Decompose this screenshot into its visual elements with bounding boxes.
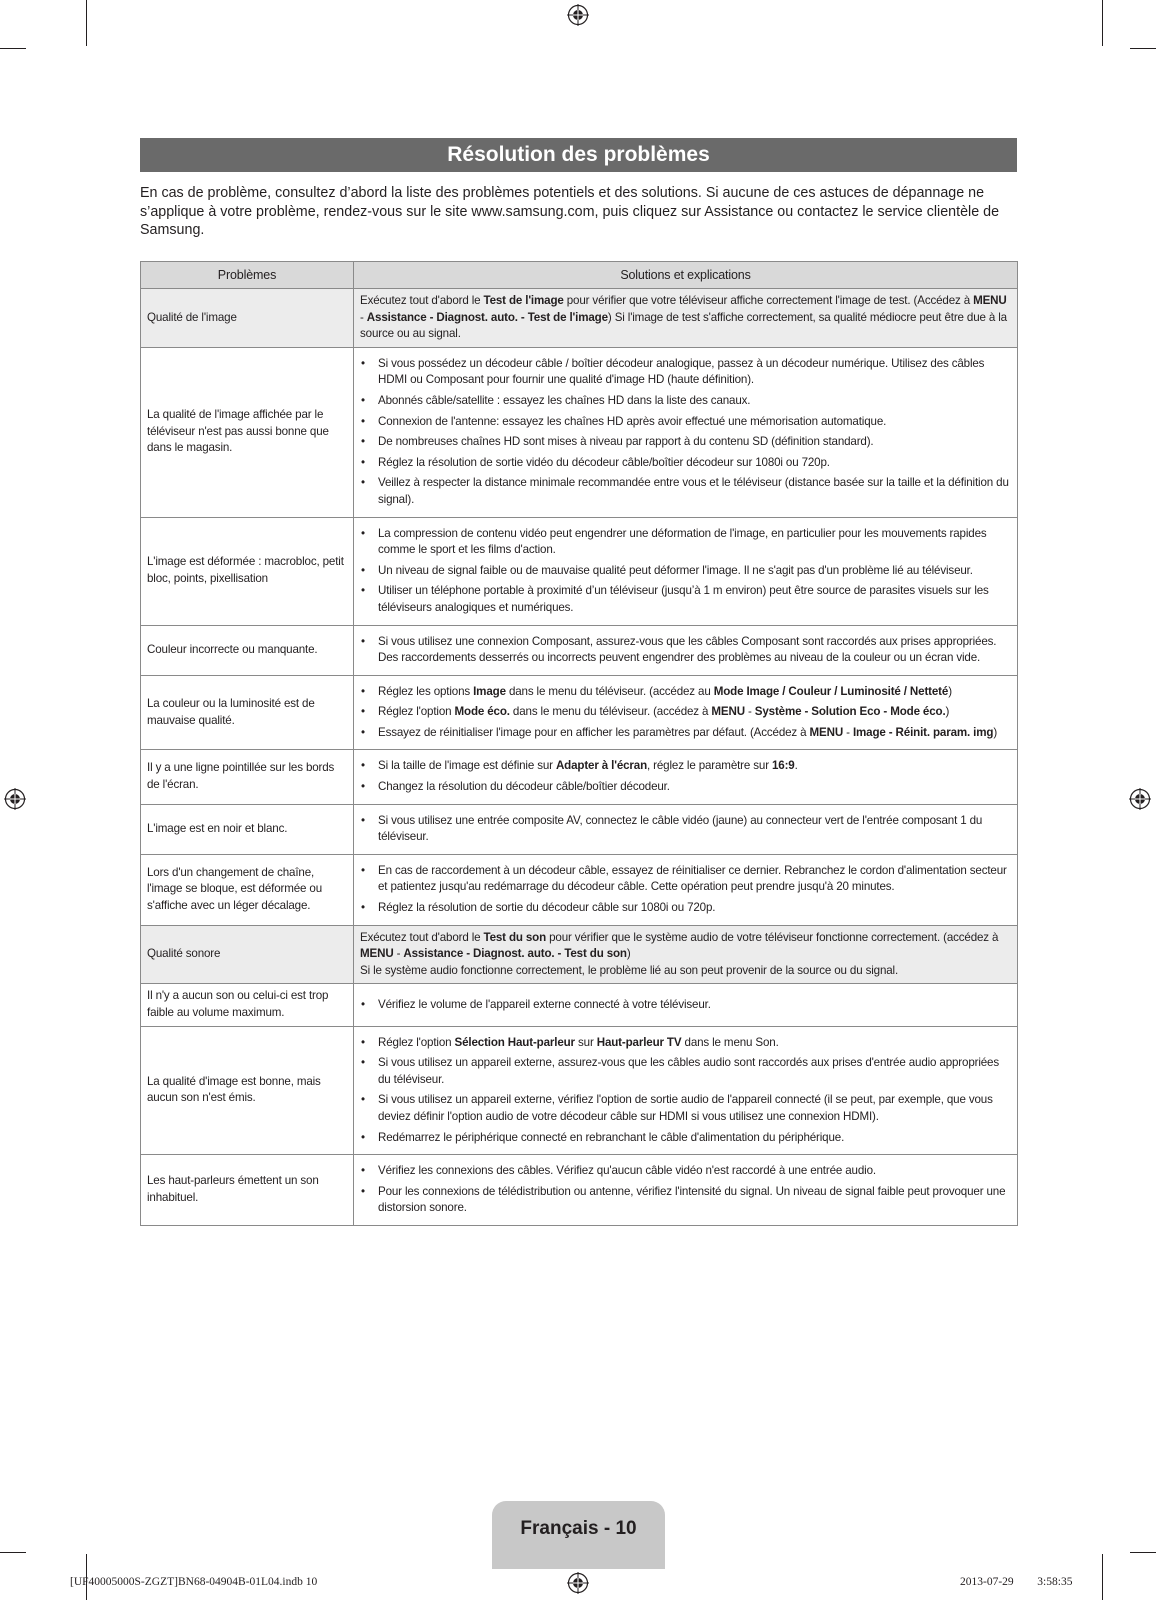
registration-mark-icon bbox=[567, 4, 589, 26]
solution-cell bbox=[354, 517, 1018, 625]
text-run: - bbox=[744, 705, 755, 719]
problem-cell: L'image est déformée : macrobloc, petit bloc, points, pixellisation bbox=[141, 517, 354, 625]
problem-cell: L'image est en noir et blanc. bbox=[141, 804, 354, 854]
solution-cell bbox=[354, 1155, 1018, 1226]
table-row bbox=[141, 750, 1018, 804]
bold-term: Test du son bbox=[483, 930, 547, 944]
list-item bbox=[360, 434, 1011, 451]
problem-cell: Couleur incorrecte ou manquante. bbox=[141, 625, 354, 675]
text-run: Essayez de réinitialiser l'image pour en afficher les paramètres par défaut. (Accédez à bbox=[378, 725, 810, 739]
list-item bbox=[360, 356, 1011, 389]
text-run: Pour les connexions de télédistribution ou antenne, vérifiez l'intensité du signal. Un niveau de signal faible peut provoquer une distorsion sonore. bbox=[378, 1184, 1006, 1215]
text-run: , réglez le paramètre sur bbox=[647, 759, 772, 773]
problem-cell: Les haut-parleurs émettent un son inhabituel. bbox=[141, 1155, 354, 1226]
bold-term: 16:9 bbox=[772, 759, 795, 773]
bold-term: MENU bbox=[711, 705, 745, 719]
list-item bbox=[360, 725, 1011, 742]
list-item bbox=[360, 704, 1011, 721]
text-run: - bbox=[360, 310, 367, 324]
bold-term: Système - Solution Eco - Mode éco. bbox=[754, 705, 946, 719]
table-row bbox=[141, 854, 1018, 925]
list-item bbox=[360, 1130, 1011, 1147]
table-row bbox=[141, 1026, 1018, 1155]
text-run: dans le menu du téléviseur. (accédez à bbox=[509, 705, 712, 719]
list-item bbox=[360, 863, 1011, 896]
list-item bbox=[360, 1055, 1011, 1088]
bold-term: Haut-parleur TV bbox=[596, 1035, 682, 1049]
text-run: Un niveau de signal faible ou de mauvaise qualité peut déformer l'image. Il ne s'agit pas d'un problème lié au téléviseur. bbox=[378, 563, 973, 577]
list-item bbox=[360, 900, 1011, 917]
text-run: Réglez l'option bbox=[378, 705, 455, 719]
header-problems: Problèmes bbox=[141, 262, 354, 289]
bold-term: Mode Image / Couleur / Luminosité / Netteté bbox=[713, 684, 949, 698]
table-row bbox=[141, 984, 1018, 1026]
text-run: La compression de contenu vidéo peut engendrer une déformation de l'image, en particulier pour les mouvements rapides comme le sport et les films d'action. bbox=[378, 526, 987, 557]
solution-cell bbox=[354, 625, 1018, 675]
text-run: Vérifiez les connexions des câbles. Vérifiez qu'aucun câble vidéo n'est raccordé à une entrée audio. bbox=[378, 1164, 876, 1178]
solution-list bbox=[360, 684, 1011, 742]
bold-term: Image - Réinit. param. img bbox=[852, 725, 994, 739]
text-run: Si vous possédez un décodeur câble / boîtier décodeur analogique, passez à un décodeur numérique. Utilisez des câbles HDMI ou Composant pour fournir une qualité d'image HD (haute définition). bbox=[378, 356, 985, 387]
text-run: Réglez la résolution de sortie vidéo du décodeur câble/boîtier décodeur sur 1080i ou 720p. bbox=[378, 455, 830, 469]
bold-term: MENU bbox=[973, 294, 1007, 307]
crop-mark bbox=[86, 0, 87, 46]
list-item bbox=[360, 634, 1011, 667]
text-run: - bbox=[393, 947, 404, 961]
text-run: . bbox=[794, 759, 798, 773]
text-run: Redémarrez le périphérique connecté en rebranchant le câble d'alimentation du périphérique. bbox=[378, 1130, 845, 1144]
table-row bbox=[141, 675, 1018, 750]
problem-cell: Qualité sonore bbox=[141, 925, 354, 984]
list-item bbox=[360, 414, 1011, 431]
solution-cell bbox=[354, 925, 1018, 984]
text-run: De nombreuses chaînes HD sont mises à niveau par rapport à du contenu SD (définition standard). bbox=[378, 435, 874, 449]
text-run: Si le système audio fonctionne correctement, le problème lié au son peut provenir de la source ou du signal. bbox=[360, 963, 899, 977]
text-run: Réglez l'option bbox=[378, 1035, 455, 1049]
solution-list bbox=[360, 758, 1011, 795]
crop-mark bbox=[1102, 0, 1103, 46]
bold-term: Assistance - Diagnost. auto. - Test du son bbox=[403, 947, 627, 961]
solution-list bbox=[360, 526, 1011, 617]
text-run: Si vous utilisez un appareil externe, assurez-vous que les câbles audio sont raccordés aux prises d'entrée audio appropriées du téléviseur. bbox=[378, 1056, 999, 1086]
table-row bbox=[141, 1155, 1018, 1226]
text-run: sur bbox=[574, 1035, 597, 1049]
bold-term: Adapter à l'écran bbox=[555, 759, 648, 773]
text-run: dans le menu Son. bbox=[681, 1035, 779, 1049]
list-item bbox=[360, 997, 1011, 1014]
text-run: Réglez les options bbox=[378, 684, 474, 698]
registration-mark-icon bbox=[4, 788, 26, 810]
table-row bbox=[141, 625, 1018, 675]
solution-paragraph bbox=[360, 963, 1011, 980]
text-run: Réglez la résolution de sortie du décodeur câble sur 1080i ou 720p. bbox=[378, 901, 716, 915]
bold-term: Image bbox=[473, 684, 506, 698]
registration-mark-icon bbox=[567, 1572, 589, 1594]
list-item bbox=[360, 1092, 1011, 1125]
solution-list bbox=[360, 813, 1011, 846]
text-run: - bbox=[843, 725, 853, 739]
crop-mark bbox=[1130, 1552, 1156, 1553]
list-item bbox=[360, 455, 1011, 472]
table-row bbox=[141, 517, 1018, 625]
text-run: Si vous utilisez un appareil externe, vérifiez l'option de sortie audio de l'appareil connecté (il se peut, par exemple, que vous deviez définir l'option audio de votre décodeur câble sur HDMI si vous utilisez une connexion HDMI). bbox=[378, 1093, 993, 1123]
header-solutions: Solutions et explications bbox=[354, 262, 1018, 289]
troubleshooting-table bbox=[140, 261, 1018, 1226]
page-title: Résolution des problèmes bbox=[140, 138, 1017, 172]
text-run: Exécutez tout d'abord le bbox=[360, 930, 484, 944]
solution-cell bbox=[354, 804, 1018, 854]
text-run: pour vérifier que votre téléviseur affiche correctement l'image de test. (Accédez à bbox=[563, 294, 974, 307]
bold-term: MENU bbox=[809, 725, 844, 739]
text-run: Si la taille de l'image est définie sur bbox=[378, 759, 556, 773]
solution-list bbox=[360, 997, 1011, 1014]
solution-list bbox=[360, 1035, 1011, 1147]
text-run: dans le menu du téléviseur. (accédez au bbox=[505, 684, 714, 698]
list-item bbox=[360, 475, 1011, 508]
page-number-tab bbox=[492, 1501, 665, 1569]
problem-cell: La qualité de l'image affichée par le téléviseur n'est pas aussi bonne que dans le magasin. bbox=[141, 347, 354, 517]
crop-mark bbox=[1102, 1554, 1103, 1600]
solution-paragraph bbox=[360, 293, 1011, 343]
text-run: ) bbox=[626, 947, 631, 961]
intro-paragraph: En cas de problème, consultez d’abord la liste des problèmes potentiels et des solutions. Si aucune de ces astuces de dépannage ne s’applique à votre problème, rendez-vous sur le site www.samsung.com, puis cliquez sur Assistance ou contactez le service clientèle de Samsung. bbox=[140, 185, 1000, 238]
text-run: pour vérifier que le système audio de votre téléviseur fonctionne correctement. (accédez à bbox=[546, 930, 999, 944]
problem-cell: Il n'y a aucun son ou celui-ci est trop faible au volume maximum. bbox=[141, 984, 354, 1026]
problem-cell: La couleur ou la luminosité est de mauvaise qualité. bbox=[141, 675, 354, 750]
table-row bbox=[141, 804, 1018, 854]
list-item bbox=[360, 526, 1011, 559]
text-run: Vérifiez le volume de l'appareil externe connecté à votre téléviseur. bbox=[378, 997, 711, 1011]
text-run: Abonnés câble/satellite : essayez les chaînes HD dans la liste des canaux. bbox=[378, 393, 751, 407]
text-run: Utiliser un téléphone portable à proximité d’un téléviseur (jusqu’à 1 m environ) peut être source de parasites visuels sur les téléviseurs analogiques et numériques. bbox=[378, 584, 989, 614]
list-item bbox=[360, 1163, 1011, 1180]
solution-cell bbox=[354, 854, 1018, 925]
list-item bbox=[360, 1035, 1011, 1052]
solution-paragraph bbox=[360, 930, 1011, 963]
problem-cell: Lors d'un changement de chaîne, l'image se bloque, est déformée ou s'affiche avec un léger décalage. bbox=[141, 854, 354, 925]
page-number: Français - 10 bbox=[520, 1518, 637, 1539]
list-item bbox=[360, 583, 1011, 616]
list-item bbox=[360, 1184, 1011, 1217]
table-header-row bbox=[141, 262, 1018, 289]
solution-list bbox=[360, 634, 1011, 667]
solution-list bbox=[360, 1163, 1011, 1217]
text-run: Veillez à respecter la distance minimale recommandée entre vous et le téléviseur (distance basée sur la taille et la définition du signal). bbox=[378, 476, 1009, 506]
bold-term: Mode éco. bbox=[454, 705, 510, 719]
solution-cell bbox=[354, 1026, 1018, 1155]
text-run: ) bbox=[948, 684, 952, 698]
solution-list bbox=[360, 356, 1011, 509]
list-item bbox=[360, 393, 1011, 410]
registration-mark-icon bbox=[1129, 788, 1151, 810]
footer-timestamp: 2013-07-29 ￿￿ 3:58:35 bbox=[960, 1576, 1073, 1588]
solution-cell bbox=[354, 675, 1018, 750]
bold-term: Assistance - Diagnost. auto. - Test de l'image bbox=[366, 310, 608, 324]
list-item bbox=[360, 684, 1011, 701]
solution-cell bbox=[354, 347, 1018, 517]
problem-cell: Qualité de l'image bbox=[141, 289, 354, 348]
bold-term: MENU bbox=[360, 947, 394, 961]
list-item bbox=[360, 813, 1011, 846]
crop-mark bbox=[0, 48, 26, 49]
solution-cell bbox=[354, 289, 1018, 348]
solution-cell bbox=[354, 984, 1018, 1026]
text-run: Exécutez tout d'abord le bbox=[360, 294, 484, 307]
solution-cell bbox=[354, 750, 1018, 804]
table-row bbox=[141, 347, 1018, 517]
list-item bbox=[360, 563, 1011, 580]
text-run: ) bbox=[945, 705, 950, 719]
list-item bbox=[360, 779, 1011, 796]
text-run: Changez la résolution du décodeur câble/boîtier décodeur. bbox=[378, 780, 670, 794]
crop-mark bbox=[0, 1552, 26, 1553]
text-run: Si vous utilisez une connexion Composant, assurez-vous que les câbles Composant sont raccordés aux prises appropriées. Des raccordements desserrés ou incorrects peuvent engendrer des problèmes au niveau de la couleur ou un écran vide. bbox=[378, 634, 997, 665]
table-section-row bbox=[141, 925, 1018, 984]
text-run: ) bbox=[993, 725, 998, 739]
table-section-row bbox=[141, 289, 1018, 348]
text-run: Si vous utilisez une entrée composite AV, connectez le câble vidéo (jaune) au connecteur vert de l'entrée composant 1 du téléviseur. bbox=[378, 813, 983, 844]
list-item bbox=[360, 758, 1011, 775]
footer-file-info: [UF40005000S-ZGZT]BN68-04904B-01L04.indb 10 bbox=[70, 1576, 318, 1588]
crop-mark bbox=[1130, 48, 1156, 49]
problem-cell: La qualité d'image est bonne, mais aucun son n'est émis. bbox=[141, 1026, 354, 1155]
problem-cell: Il y a une ligne pointillée sur les bords de l'écran. bbox=[141, 750, 354, 804]
text-run: En cas de raccordement à un décodeur câble, essayez de réinitialiser ce dernier. Rebranchez le cordon d'alimentation secteur et patientez jusqu'au redémarrage du décodeur câble. Cette opération peut prendre jusqu'à 20 minutes. bbox=[378, 863, 1007, 894]
bold-term: Test de l'image bbox=[483, 294, 564, 307]
solution-list bbox=[360, 863, 1011, 917]
text-run: Connexion de l'antenne: essayez les chaînes HD après avoir effectué une mémorisation automatique. bbox=[378, 414, 887, 428]
text-run: ) Si l'image de test s'affiche correctement, sa qualité médiocre peut être due à la source ou au signal. bbox=[360, 310, 1007, 341]
bold-term: Sélection Haut-parleur bbox=[454, 1035, 575, 1049]
